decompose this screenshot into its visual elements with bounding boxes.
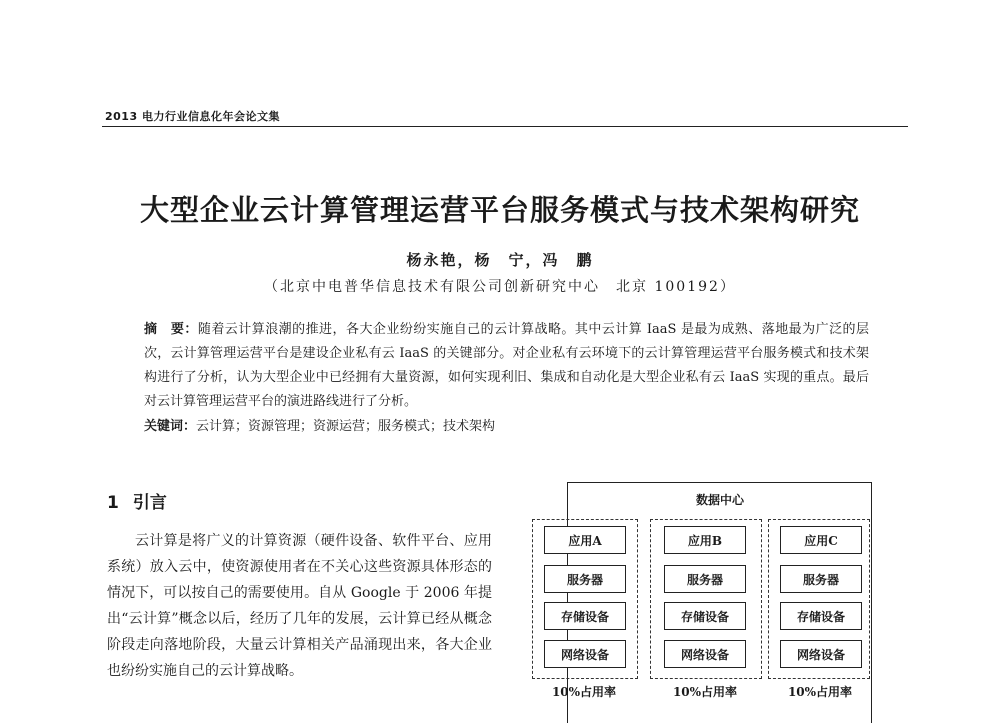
running-header: 2013 电力行业信息化年会论文集 [105,110,280,123]
network-node: 网络设备 [780,640,862,668]
app-node: 应用A [544,526,626,554]
server-node: 服务器 [664,565,746,593]
utilization-label: 10%占用率 [551,685,617,699]
server-node: 服务器 [780,565,862,593]
storage-node: 存储设备 [780,602,862,630]
paper-affiliation: （北京中电普华信息技术有限公司创新研究中心 北京 100192） [264,279,736,295]
section-number: 1 [107,493,119,513]
network-node: 网络设备 [544,640,626,668]
storage-node: 存储设备 [544,602,626,630]
section-heading [107,488,167,513]
storage-node: 存储设备 [664,602,746,630]
app-node: 应用C [780,526,862,554]
server-node: 服务器 [544,565,626,593]
header-rule [102,126,908,127]
utilization-label: 10%占用率 [672,685,738,699]
abstract [144,318,869,414]
keywords-text: 云计算；资源管理；资源运营；服务模式；技术架构 [196,419,496,434]
paper-title: 大型企业云计算管理运营平台服务模式与技术架构研究 [139,193,860,227]
paper-authors: 杨永艳，杨 宁，冯 鹏 [406,251,594,269]
keywords [144,417,869,437]
abstract-text: 随着云计算浪潮的推进，各大企业纷纷实施自己的云计算战略。其中云计算 IaaS 是最为成熟、落地最为广泛的层次，云计算管理运营平台是建设企业私有云 IaaS 的关键部分。对企业私有云环境下的云计算管理运营平台服务模式和技术架构进行了分析，认为大型企业中已经拥有大量资源，如何实现利旧、集成和自动化是大型企业私有云 IaaS 实现的重点。最后对云计算管理运营平台的演进路线进行了分析。 [144,322,869,409]
abstract-label: 摘 要： [144,322,198,337]
utilization-label: 10%占用率 [787,685,853,699]
section-title-text: 引言 [132,493,167,513]
app-node: 应用B [664,526,746,554]
network-node: 网络设备 [664,640,746,668]
keywords-label: 关键词： [144,419,197,434]
intro-paragraph: 云计算是将广义的计算资源（硬件设备、软件平台、应用系统）放入云中，使资源使用者在不关心这些资源具体形态的情况下，可以按自己的需要使用。自从 Google 于 2006 年提出“云计算”概念以后，经历了几年的发展，云计算已经从概念阶段走向落地阶段，大量云计算相关产品涌现出来，各大企业也纷纷实施自己的云计算战略。 [107,533,492,679]
datacenter-title: 数据中心 [695,493,744,507]
